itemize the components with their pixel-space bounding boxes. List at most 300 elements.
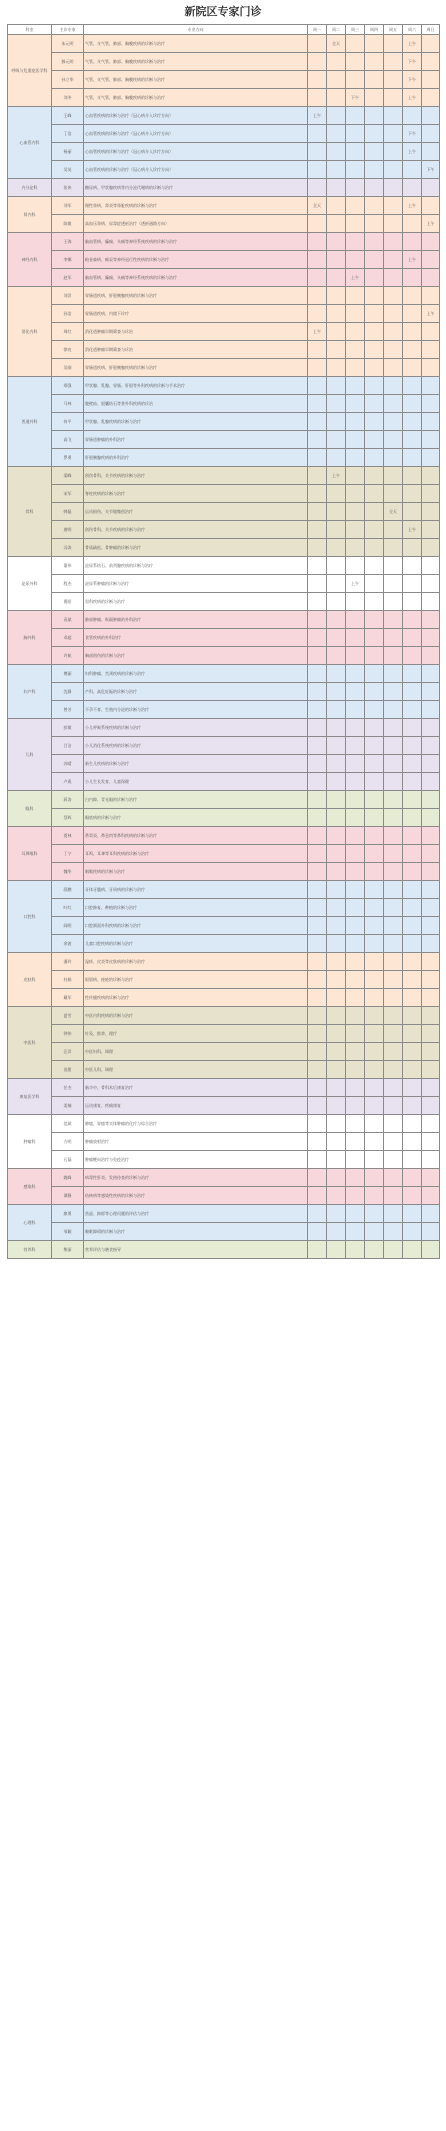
schedule-slot: 上午 xyxy=(403,521,422,539)
schedule-slot: 下午 xyxy=(422,161,440,179)
schedule-slot xyxy=(327,1187,346,1205)
table-row xyxy=(8,125,440,143)
schedule-slot xyxy=(346,161,365,179)
table-row xyxy=(8,917,440,935)
schedule-slot xyxy=(327,251,346,269)
schedule-slot xyxy=(422,629,440,647)
specialty-cell: 小儿生长发育、儿童保健 xyxy=(84,773,308,791)
schedule-slot xyxy=(346,1025,365,1043)
schedule-slot xyxy=(384,179,403,197)
schedule-slot xyxy=(365,1223,384,1241)
schedule-slot xyxy=(327,665,346,683)
specialty-cell: 睡眠障碍的诊断与治疗 xyxy=(84,1223,308,1241)
department-cell: 呼吸与危重症医学科 xyxy=(8,35,52,107)
table-row xyxy=(8,1241,440,1259)
schedule-slot xyxy=(384,593,403,611)
specialty-cell: 性传播疾病的诊断与治疗 xyxy=(84,989,308,1007)
schedule-table xyxy=(7,24,440,1259)
specialty-cell: 肿瘤靶向治疗与免疫治疗 xyxy=(84,1151,308,1169)
table-body xyxy=(8,35,440,1259)
schedule-slot xyxy=(422,1169,440,1187)
specialty-cell: 妇科肿瘤、宫颈疾病的诊断与治疗 xyxy=(84,665,308,683)
table-row xyxy=(8,215,440,233)
expert-name: 刘军 xyxy=(52,197,84,215)
schedule-slot xyxy=(403,359,422,377)
schedule-slot xyxy=(403,719,422,737)
schedule-slot: 上午 xyxy=(403,197,422,215)
header-tue: 周二 xyxy=(327,25,346,35)
expert-name: 潘玲 xyxy=(52,953,84,971)
schedule-slot xyxy=(346,1061,365,1079)
schedule-slot xyxy=(365,647,384,665)
schedule-slot xyxy=(308,215,327,233)
schedule-slot xyxy=(422,719,440,737)
schedule-slot xyxy=(384,845,403,863)
schedule-slot xyxy=(308,395,327,413)
schedule-slot xyxy=(365,737,384,755)
schedule-slot xyxy=(346,1115,365,1133)
schedule-slot xyxy=(422,521,440,539)
schedule-slot xyxy=(384,1079,403,1097)
table-row xyxy=(8,539,440,557)
specialty-cell: 针灸、推拿、理疗 xyxy=(84,1025,308,1043)
schedule-slot xyxy=(327,1097,346,1115)
schedule-slot xyxy=(422,1187,440,1205)
schedule-slot xyxy=(308,809,327,827)
schedule-slot xyxy=(308,881,327,899)
schedule-slot xyxy=(403,773,422,791)
schedule-slot xyxy=(327,359,346,377)
schedule-slot: 全天 xyxy=(384,503,403,521)
schedule-slot xyxy=(384,1169,403,1187)
schedule-slot xyxy=(365,719,384,737)
department-cell: 心血管内科 xyxy=(8,107,52,179)
schedule-slot xyxy=(384,935,403,953)
schedule-slot xyxy=(346,809,365,827)
schedule-slot xyxy=(365,377,384,395)
table-row xyxy=(8,1151,440,1169)
specialty-cell: 创伤骨科、关节疾病的诊断与治疗 xyxy=(84,467,308,485)
schedule-slot xyxy=(346,539,365,557)
schedule-slot xyxy=(422,377,440,395)
header-dept: 科室 xyxy=(8,25,52,35)
schedule-slot xyxy=(422,1205,440,1223)
expert-name: 熊丽 xyxy=(52,1241,84,1259)
schedule-slot xyxy=(403,449,422,467)
table-row xyxy=(8,269,440,287)
expert-name: 刘洋 xyxy=(52,287,84,305)
schedule-slot xyxy=(308,755,327,773)
schedule-slot xyxy=(346,1043,365,1061)
specialty-cell: 肺癌、胃癌等实体肿瘤的化疗与综合治疗 xyxy=(84,1115,308,1133)
schedule-slot xyxy=(422,791,440,809)
schedule-slot xyxy=(384,989,403,1007)
schedule-slot xyxy=(308,467,327,485)
schedule-slot xyxy=(384,197,403,215)
header-mon: 周一 xyxy=(308,25,327,35)
schedule-slot xyxy=(403,215,422,233)
schedule-slot xyxy=(308,629,327,647)
schedule-slot: 上午 xyxy=(346,269,365,287)
schedule-slot xyxy=(422,269,440,287)
schedule-slot xyxy=(365,161,384,179)
expert-name: 蔡辉 xyxy=(52,809,84,827)
table-row xyxy=(8,305,440,323)
schedule-slot: 上午 xyxy=(403,143,422,161)
schedule-slot xyxy=(346,917,365,935)
schedule-slot xyxy=(346,899,365,917)
schedule-slot xyxy=(365,1241,384,1259)
expert-name: 姜楠 xyxy=(52,1097,84,1115)
schedule-slot xyxy=(346,467,365,485)
schedule-slot xyxy=(308,449,327,467)
expert-name: 冯涛 xyxy=(52,539,84,557)
schedule-slot xyxy=(384,71,403,89)
schedule-slot xyxy=(384,269,403,287)
expert-name: 高飞 xyxy=(52,431,84,449)
schedule-slot xyxy=(384,1007,403,1025)
specialty-cell: 气管、支气管、肺部、胸膜疾病的诊断与治疗 xyxy=(84,53,308,71)
specialty-cell: 鼻窦炎、鼻息肉等鼻科疾病的诊断与治疗 xyxy=(84,827,308,845)
schedule-slot xyxy=(346,773,365,791)
specialty-cell: 病毒性肝炎、发热待查的诊断与治疗 xyxy=(84,1169,308,1187)
expert-name: 贾林 xyxy=(52,827,84,845)
schedule-slot xyxy=(422,755,440,773)
schedule-slot xyxy=(403,683,422,701)
schedule-slot xyxy=(308,1187,327,1205)
expert-name: 杜娟 xyxy=(52,971,84,989)
schedule-slot xyxy=(327,161,346,179)
specialty-cell: 高血压肾病、尿毒症透析治疗（透析通路方向） xyxy=(84,215,308,233)
schedule-slot xyxy=(346,1097,365,1115)
department-cell: 肾内科 xyxy=(8,197,52,233)
schedule-slot xyxy=(384,737,403,755)
schedule-slot xyxy=(327,1223,346,1241)
schedule-slot xyxy=(365,197,384,215)
expert-name: 钟伟 xyxy=(52,1025,84,1043)
schedule-slot xyxy=(403,953,422,971)
schedule-slot xyxy=(422,647,440,665)
schedule-slot xyxy=(422,143,440,161)
schedule-slot xyxy=(384,1115,403,1133)
schedule-slot xyxy=(422,683,440,701)
schedule-slot xyxy=(403,1133,422,1151)
schedule-slot xyxy=(365,143,384,161)
schedule-slot xyxy=(384,1133,403,1151)
department-cell: 泌尿外科 xyxy=(8,557,52,611)
specialty-cell: 中医儿科、调理 xyxy=(84,1061,308,1079)
specialty-cell: 口腔修复、种植的诊断与治疗 xyxy=(84,899,308,917)
schedule-slot xyxy=(365,125,384,143)
schedule-slot xyxy=(346,665,365,683)
table-row xyxy=(8,791,440,809)
table-row xyxy=(8,395,440,413)
expert-name: 孙浩 xyxy=(52,305,84,323)
schedule-slot: 上午 xyxy=(327,467,346,485)
schedule-slot xyxy=(346,431,365,449)
schedule-slot xyxy=(365,323,384,341)
schedule-slot xyxy=(403,737,422,755)
schedule-slot xyxy=(403,1007,422,1025)
specialty-cell: 创伤骨科、关节疾病的诊断与治疗 xyxy=(84,521,308,539)
schedule-slot xyxy=(403,755,422,773)
schedule-slot xyxy=(308,71,327,89)
schedule-slot xyxy=(308,899,327,917)
schedule-slot xyxy=(308,575,327,593)
schedule-slot xyxy=(327,809,346,827)
schedule-slot xyxy=(346,1151,365,1169)
schedule-slot xyxy=(365,107,384,125)
table-row xyxy=(8,1115,440,1133)
schedule-slot xyxy=(308,503,327,521)
schedule-slot xyxy=(346,863,365,881)
schedule-slot xyxy=(365,35,384,53)
schedule-slot xyxy=(327,71,346,89)
schedule-slot xyxy=(422,1223,440,1241)
schedule-slot xyxy=(403,413,422,431)
schedule-slot xyxy=(327,179,346,197)
header-fri: 周五 xyxy=(384,25,403,35)
table-row xyxy=(8,503,440,521)
schedule-slot xyxy=(384,917,403,935)
schedule-slot xyxy=(365,881,384,899)
department-cell: 皮肤科 xyxy=(8,953,52,1007)
department-cell: 中医科 xyxy=(8,1007,52,1079)
expert-name: 朱元明 xyxy=(52,35,84,53)
schedule-slot xyxy=(403,593,422,611)
expert-name: 王峰 xyxy=(52,107,84,125)
table-row xyxy=(8,881,440,899)
schedule-slot: 下午 xyxy=(403,71,422,89)
schedule-slot xyxy=(384,125,403,143)
schedule-slot xyxy=(365,1169,384,1187)
schedule-slot xyxy=(384,1025,403,1043)
schedule-slot xyxy=(422,917,440,935)
schedule-slot xyxy=(365,827,384,845)
table-row xyxy=(8,485,440,503)
schedule-slot xyxy=(365,431,384,449)
schedule-slot xyxy=(308,1097,327,1115)
table-row xyxy=(8,845,440,863)
schedule-slot xyxy=(346,143,365,161)
specialty-cell: 肝胆胰腺疾病的外科治疗 xyxy=(84,449,308,467)
schedule-slot xyxy=(346,395,365,413)
schedule-slot xyxy=(308,53,327,71)
specialty-cell: 消化道肿瘤早期筛查与诊治 xyxy=(84,341,308,359)
schedule-slot xyxy=(327,323,346,341)
expert-name: 戴军 xyxy=(52,989,84,1007)
specialty-cell: 小儿消化系统疾病的诊断与治疗 xyxy=(84,737,308,755)
specialty-cell: 胃肠道肿瘤的外科治疗 xyxy=(84,431,308,449)
schedule-slot xyxy=(346,251,365,269)
schedule-slot xyxy=(422,1043,440,1061)
specialty-cell: 心血管疾病的诊断与治疗（冠心病介入诊疗方向） xyxy=(84,107,308,125)
schedule-slot xyxy=(327,269,346,287)
schedule-slot xyxy=(308,701,327,719)
schedule-slot xyxy=(422,1097,440,1115)
schedule-slot xyxy=(308,287,327,305)
schedule-slot xyxy=(384,1097,403,1115)
schedule-slot xyxy=(308,521,327,539)
schedule-slot xyxy=(308,233,327,251)
expert-name: 丁浩 xyxy=(52,125,84,143)
specialty-cell: 牙体牙髓病、牙周病的诊断与治疗 xyxy=(84,881,308,899)
schedule-slot xyxy=(403,989,422,1007)
schedule-slot xyxy=(327,557,346,575)
schedule-slot xyxy=(346,215,365,233)
schedule-slot xyxy=(384,539,403,557)
schedule-slot xyxy=(346,1187,365,1205)
schedule-slot xyxy=(346,359,365,377)
schedule-slot xyxy=(384,287,403,305)
schedule-slot xyxy=(327,953,346,971)
table-row xyxy=(8,1169,440,1187)
expert-name: 吕洁 xyxy=(52,737,84,755)
schedule-slot xyxy=(365,1187,384,1205)
schedule-slot: 全天 xyxy=(327,35,346,53)
schedule-slot xyxy=(365,359,384,377)
expert-name: 周红 xyxy=(52,323,84,341)
schedule-slot xyxy=(346,107,365,125)
schedule-slot xyxy=(308,935,327,953)
expert-name: 梁峰 xyxy=(52,467,84,485)
schedule-slot xyxy=(403,1151,422,1169)
schedule-slot xyxy=(422,179,440,197)
schedule-slot xyxy=(365,305,384,323)
department-cell: 眼科 xyxy=(8,791,52,827)
table-row xyxy=(8,413,440,431)
schedule-slot xyxy=(327,107,346,125)
schedule-slot xyxy=(346,557,365,575)
department-cell: 感染科 xyxy=(8,1169,52,1205)
expert-name: 苏晴 xyxy=(52,755,84,773)
specialty-cell: 耳鸣、耳聋等耳科疾病的诊断与治疗 xyxy=(84,845,308,863)
expert-name: 范斌 xyxy=(52,1115,84,1133)
schedule-slot xyxy=(403,539,422,557)
expert-name: 王海 xyxy=(52,233,84,251)
schedule-slot xyxy=(384,647,403,665)
schedule-slot xyxy=(308,683,327,701)
schedule-slot xyxy=(308,557,327,575)
schedule-slot xyxy=(384,881,403,899)
table-row xyxy=(8,575,440,593)
table-row xyxy=(8,197,440,215)
expert-name: 傅丽 xyxy=(52,665,84,683)
specialty-cell: 胃肠道疾病、肝胆胰腺疾病的诊断与治疗 xyxy=(84,287,308,305)
specialty-cell: 不孕不育、生殖内分泌的诊断与治疗 xyxy=(84,701,308,719)
header-expert: 主诊专家 xyxy=(52,25,84,35)
schedule-slot xyxy=(384,575,403,593)
table-row xyxy=(8,1061,440,1079)
specialty-cell: 气管、支气管、肺部、胸膜疾病的诊断与治疗 xyxy=(84,71,308,89)
table-row xyxy=(8,521,440,539)
schedule-slot xyxy=(308,341,327,359)
schedule-slot xyxy=(384,557,403,575)
schedule-slot xyxy=(327,971,346,989)
expert-name: 程杰 xyxy=(52,575,84,593)
schedule-slot xyxy=(327,773,346,791)
schedule-slot xyxy=(365,395,384,413)
schedule-slot xyxy=(327,575,346,593)
schedule-slot xyxy=(327,287,346,305)
schedule-slot xyxy=(327,683,346,701)
department-cell: 妇产科 xyxy=(8,665,52,719)
specialty-cell: 泌尿系结石、前列腺疾病的诊断与治疗 xyxy=(84,557,308,575)
schedule-slot xyxy=(422,827,440,845)
schedule-slot xyxy=(365,863,384,881)
table-row xyxy=(8,701,440,719)
schedule-slot xyxy=(384,521,403,539)
specialty-cell: 消化道肿瘤早期筛查与诊治 xyxy=(84,323,308,341)
schedule-slot xyxy=(384,413,403,431)
schedule-slot xyxy=(346,827,365,845)
specialty-cell: 骨质疏松、骨肿瘤的诊断与治疗 xyxy=(84,539,308,557)
schedule-slot xyxy=(327,863,346,881)
table-row xyxy=(8,935,440,953)
schedule-slot xyxy=(327,539,346,557)
schedule-slot xyxy=(365,341,384,359)
schedule-slot xyxy=(422,1115,440,1133)
specialty-cell: 白内障、青光眼的诊断与治疗 xyxy=(84,791,308,809)
schedule-slot xyxy=(403,341,422,359)
schedule-slot xyxy=(422,557,440,575)
schedule-slot xyxy=(403,881,422,899)
schedule-slot xyxy=(422,971,440,989)
specialty-cell: 气管、支气管、肺部、胸膜疾病的诊断与治疗 xyxy=(84,35,308,53)
schedule-slot xyxy=(327,305,346,323)
table-row xyxy=(8,593,440,611)
schedule-slot xyxy=(327,827,346,845)
schedule-slot xyxy=(308,413,327,431)
table-row xyxy=(8,647,440,665)
schedule-slot xyxy=(327,701,346,719)
specialty-cell: 胸部创伤的诊断与治疗 xyxy=(84,647,308,665)
schedule-slot xyxy=(422,287,440,305)
specialty-cell: 中医妇科、调理 xyxy=(84,1043,308,1061)
schedule-slot xyxy=(346,719,365,737)
schedule-slot xyxy=(384,863,403,881)
specialty-cell: 食管疾病的外科治疗 xyxy=(84,629,308,647)
schedule-slot xyxy=(346,1241,365,1259)
department-cell: 骨科 xyxy=(8,467,52,557)
specialty-cell: 泌尿系肿瘤的诊断与治疗 xyxy=(84,575,308,593)
expert-name: 曾芳 xyxy=(52,701,84,719)
specialty-cell: 慢性肾病、肾炎等肾脏疾病的诊断与治疗 xyxy=(84,197,308,215)
schedule-slot xyxy=(384,971,403,989)
schedule-slot xyxy=(327,485,346,503)
schedule-slot xyxy=(308,791,327,809)
schedule-slot xyxy=(327,629,346,647)
schedule-slot xyxy=(384,251,403,269)
expert-name: 沈静 xyxy=(52,683,84,701)
schedule-slot xyxy=(327,449,346,467)
schedule-slot xyxy=(422,539,440,557)
expert-name: 田甜 xyxy=(52,1061,84,1079)
schedule-slot xyxy=(365,791,384,809)
schedule-slot xyxy=(365,1115,384,1133)
schedule-slot xyxy=(403,1169,422,1187)
schedule-slot xyxy=(403,611,422,629)
schedule-slot xyxy=(346,845,365,863)
schedule-slot xyxy=(346,953,365,971)
schedule-slot xyxy=(365,773,384,791)
schedule-slot xyxy=(346,197,365,215)
schedule-slot: 上午 xyxy=(422,215,440,233)
schedule-slot xyxy=(308,665,327,683)
schedule-slot xyxy=(365,935,384,953)
schedule-slot xyxy=(308,89,327,107)
department-cell: 康复医学科 xyxy=(8,1079,52,1115)
